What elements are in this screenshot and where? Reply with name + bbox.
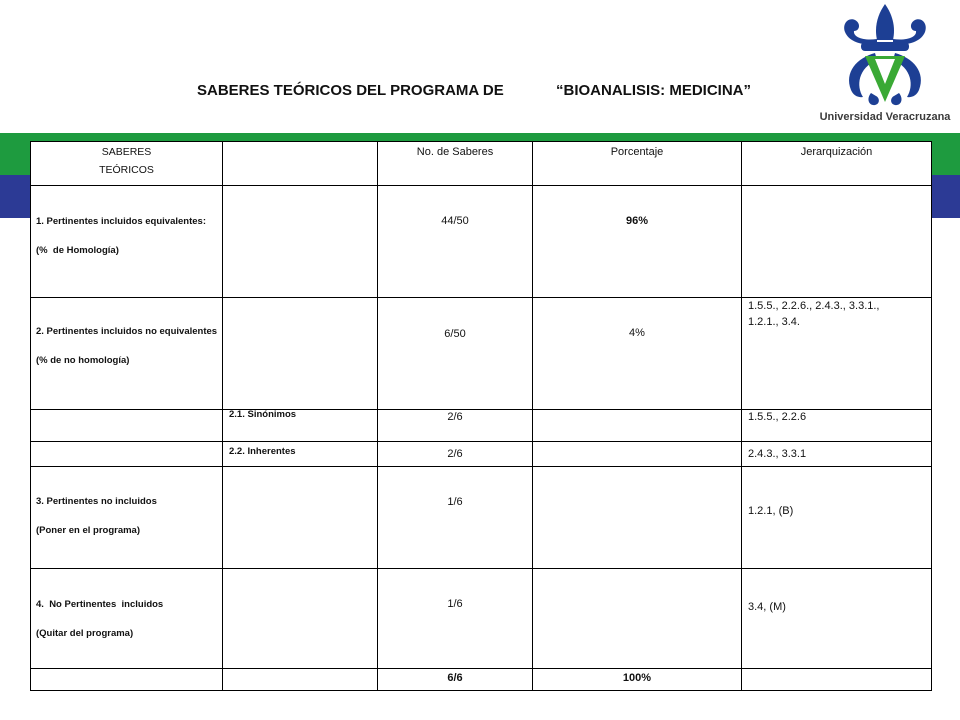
row6-count: 1/6	[378, 569, 533, 669]
row1-note: (% de Homología)	[36, 244, 119, 256]
header-saberes-line1: SABERES	[101, 146, 152, 158]
table-row	[31, 298, 932, 410]
row6-label-cell	[31, 569, 223, 669]
saberes-table	[30, 141, 932, 691]
row1-percent: 96%	[533, 186, 742, 298]
total-hierarchy-cell	[742, 669, 932, 691]
row5-note: (Poner en el programa)	[36, 524, 140, 536]
header-saberes-line2: TEÓRICOS	[99, 164, 154, 176]
logo-wordmark: Universidad Veracruzana	[819, 111, 951, 123]
row5-label: 3. Pertinentes no incluidos	[36, 496, 157, 507]
row2-percent: 4%	[533, 298, 742, 410]
row3-label-cell	[31, 410, 223, 442]
row5-hierarchy: 1.2.1, (B)	[742, 467, 932, 569]
table-row	[31, 410, 932, 442]
row2-count: 6/50	[378, 298, 533, 410]
total-percent: 100%	[533, 669, 742, 691]
total-label-cell	[31, 669, 223, 691]
row6-percent-cell	[533, 569, 742, 669]
header-count: No. de Saberes	[378, 142, 533, 186]
row3-hierarchy: 1.5.5., 2.2.6	[742, 410, 932, 442]
slide-title: SABERES TEÓRICOS DEL PROGRAMA DE	[197, 82, 504, 99]
row4-count: 2/6	[378, 442, 533, 467]
row1-label: 1. Pertinentes incluidos equivalentes:	[36, 216, 206, 227]
row4-percent-cell	[533, 442, 742, 467]
header-hierarchy: Jerarquización	[742, 142, 932, 186]
total-sub-cell	[223, 669, 378, 691]
header-empty-cell	[223, 142, 378, 186]
row2-label: 2. Pertinentes incluidos no equivalentes	[36, 326, 218, 337]
row1-sub-cell	[223, 186, 378, 298]
row6-label: 4. No Pertinentes incluidos	[36, 599, 164, 610]
row4-sub: 2.2. Inherentes	[223, 442, 378, 467]
row1-count: 44/50	[378, 186, 533, 298]
university-logo	[815, 0, 955, 112]
total-count: 6/6	[378, 669, 533, 691]
row2-hierarchy-cell	[742, 298, 932, 410]
row5-count: 1/6	[378, 467, 533, 569]
row1-label-cell	[31, 186, 223, 298]
row4-hierarchy: 2.4.3., 3.3.1	[742, 442, 932, 467]
table-row	[31, 569, 932, 669]
slide-title-quoted: “BIOANALISIS: MEDICINA”	[556, 82, 751, 99]
row1-hierarchy-cell	[742, 186, 932, 298]
row6-hierarchy: 3.4, (M)	[742, 569, 932, 669]
row2-sub-cell	[223, 298, 378, 410]
header-percent: Porcentaje	[533, 142, 742, 186]
row3-sub: 2.1. Sinónimos	[223, 410, 378, 442]
row2-hierarchy: 1.5.5., 2.2.6., 2.4.3., 3.3.1., 1.2.1., 3.4.	[748, 300, 880, 328]
row3-percent-cell	[533, 410, 742, 442]
table-row	[31, 467, 932, 569]
row2-label-cell	[31, 298, 223, 410]
row5-percent-cell	[533, 467, 742, 569]
table-total-row	[31, 669, 932, 691]
header-saberes-teoricos	[31, 142, 223, 186]
table-row	[31, 186, 932, 298]
logo-top-petal	[876, 4, 894, 40]
row3-count: 2/6	[378, 410, 533, 442]
row6-note: (Quitar del programa)	[36, 627, 134, 639]
table-header-row	[31, 142, 932, 186]
row5-sub-cell	[223, 467, 378, 569]
row4-label-cell	[31, 442, 223, 467]
row6-sub-cell	[223, 569, 378, 669]
table-row	[31, 442, 932, 467]
row2-note: (% de no homología)	[36, 354, 130, 366]
row5-label-cell	[31, 467, 223, 569]
